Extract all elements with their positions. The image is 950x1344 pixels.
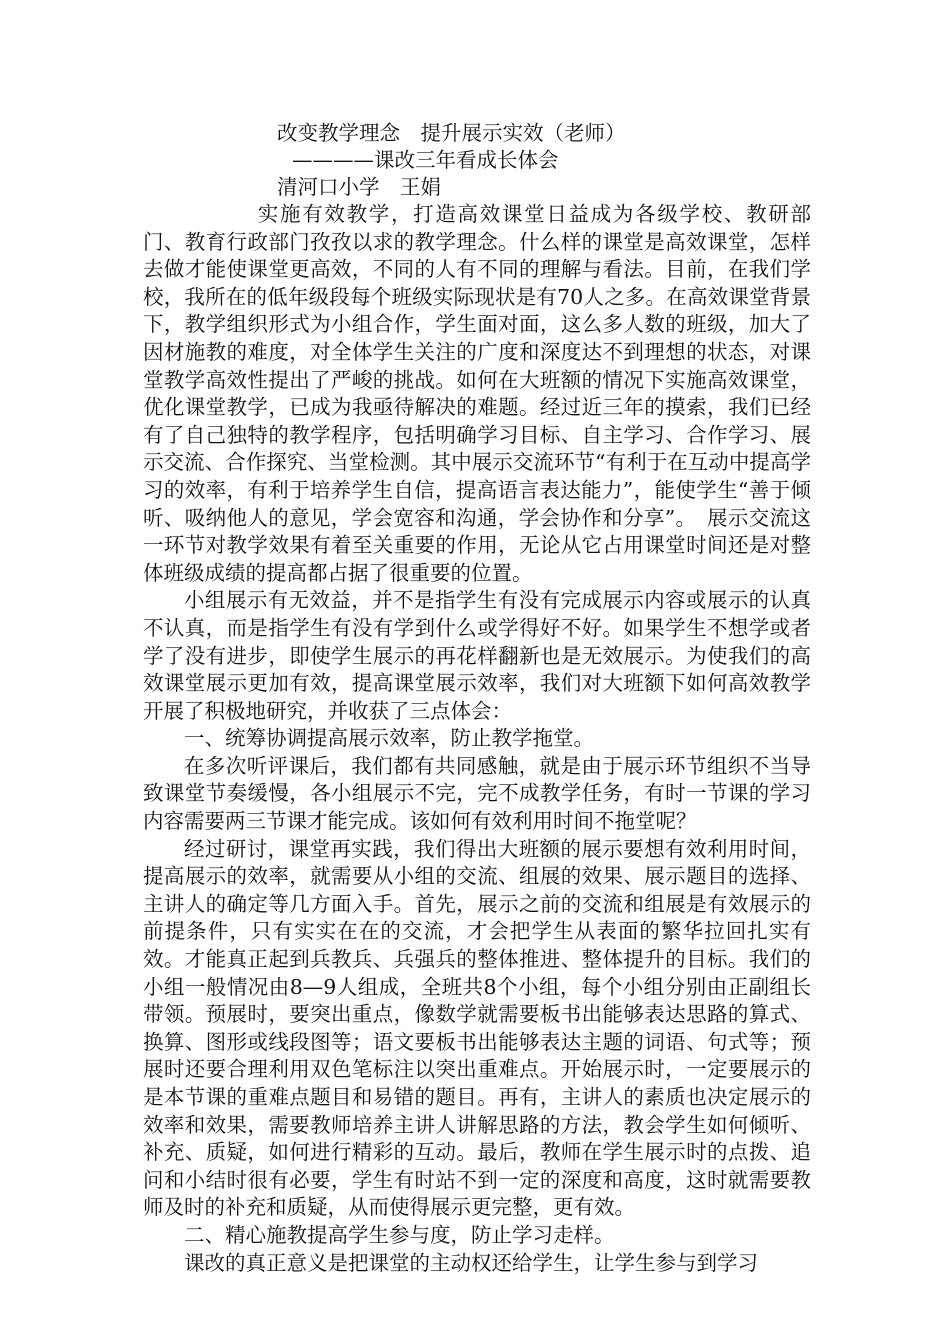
paragraph-intro: 实施有效教学，打造高效课堂日益成为各级学校、教研部门、教育行政部门孜孜以求的教学理念。什么样的课堂是高效课堂，怎样去做才能使课堂更高效，不同的人有不同的理解与看法。目前，在我们学校，我所在的低年级段每个班级实际现状是有70人之多。在高效课堂背景下，教学组织形式为小组合作，学生面对面，这么多人数的班级，加大了因材施教的难度，对全体学生关注的广度和深度达不到理想的状态，对课堂教学高效性提出了严峻的挑战。如何在大班额的情况下实施高效课堂，优化课堂教学，已成为我亟待解决的难题。经过近三年的摸索，我们已经有了自己独特的教学程序，包括明确学习目标、自主学习、合作学习、展示交流、合作探究、当堂检测。其中展示交流环节“有利于在互动中提高学习的效率，有利于培养学生自信，提高语言表达能力”，能使学生“善于倾听、吸纳他人的意见，学会宽容和沟通，学会协作和分享”。 展示交流这一环节对教学效果有着至关重要的作用，无论从它占用课堂时间还是对整体班级成绩的提高都占据了很重要的位置。 [143, 202, 811, 585]
document-body [143, 201, 811, 1277]
section-heading-2: 二、精心施教提高学生参与度，防止学习走样。 [184, 1222, 615, 1247]
author-line: 清河口小学 王娟 [277, 175, 441, 199]
paragraph: 小组展示有无效益，并不是指学生有没有完成展示内容或展示的认真不认真，而是指学生有没有学到什么或学得好不好。如果学生不想学或者学了没有进步，即使学生展示的再花样翻新也是无效展示。为使我们的高效课堂展示更加有效，提高课堂展示效率，我们对大班额下如何高效教学开展了积极地研究，并收获了三点体会： [143, 588, 811, 723]
paragraph: 在多次听评课后，我们都有共同感触，就是由于展示环节组织不当导致课堂节奏缓慢，各小组展示不完，完不成教学任务，有时一节课的学习内容需要两三节课才能完成。该如何有效利用时间不拖堂呢？ [143, 753, 811, 834]
paragraph: 课改的真正意义是把课堂的主动权还给学生，让学生参与到学习 [184, 1250, 758, 1275]
title-block [143, 120, 813, 201]
section-heading-1: 一、统筹协调提高展示效率，防止教学拖堂。 [184, 726, 594, 751]
document-subtitle: ————课改三年看成长体会 [292, 148, 559, 172]
document-title: 改变教学理念 提升展示实效（老师） [277, 121, 626, 145]
paragraph: 经过研讨，课堂再实践，我们得出大班额的展示要想有效利用时间，提高展示的效率，就需要从小组的交流、组展的效果、展示题目的选择、主讲人的确定等几方面入手。首先，展示之前的交流和组展是有效展示的前提条件，只有实实在在的交流，才会把学生从表面的繁华拉回扎实有效。才能真正起到兵教兵、兵强兵的整体推进、整体提升的目标。我们的小组一般情况由8—9人组成，全班共8个小组，每个小组分别由正副组长带领。预展时，要突出重点，像数学就需要板书出能够表达思路的算式、换算、图形或线段图等；语文要板书出能够表达主题的词语、句式等；预展时还要合理利用双色笔标注以突出重难点。开始展示时，一定要展示的是本节课的重难点题目和易错的题目。再有，主讲人的素质也决定展示的效率和效果，需要教师培养主讲人讲解思路的方法，教会学生如何倾听、补充、质疑，如何进行精彩的互动。最后，教师在学生展示时的点拨、追问和小结时很有必要，学生有时站不到一定的深度和高度，这时就需要教师及时的补充和质疑，从而使得展示更完整，更有效。 [143, 836, 811, 1220]
